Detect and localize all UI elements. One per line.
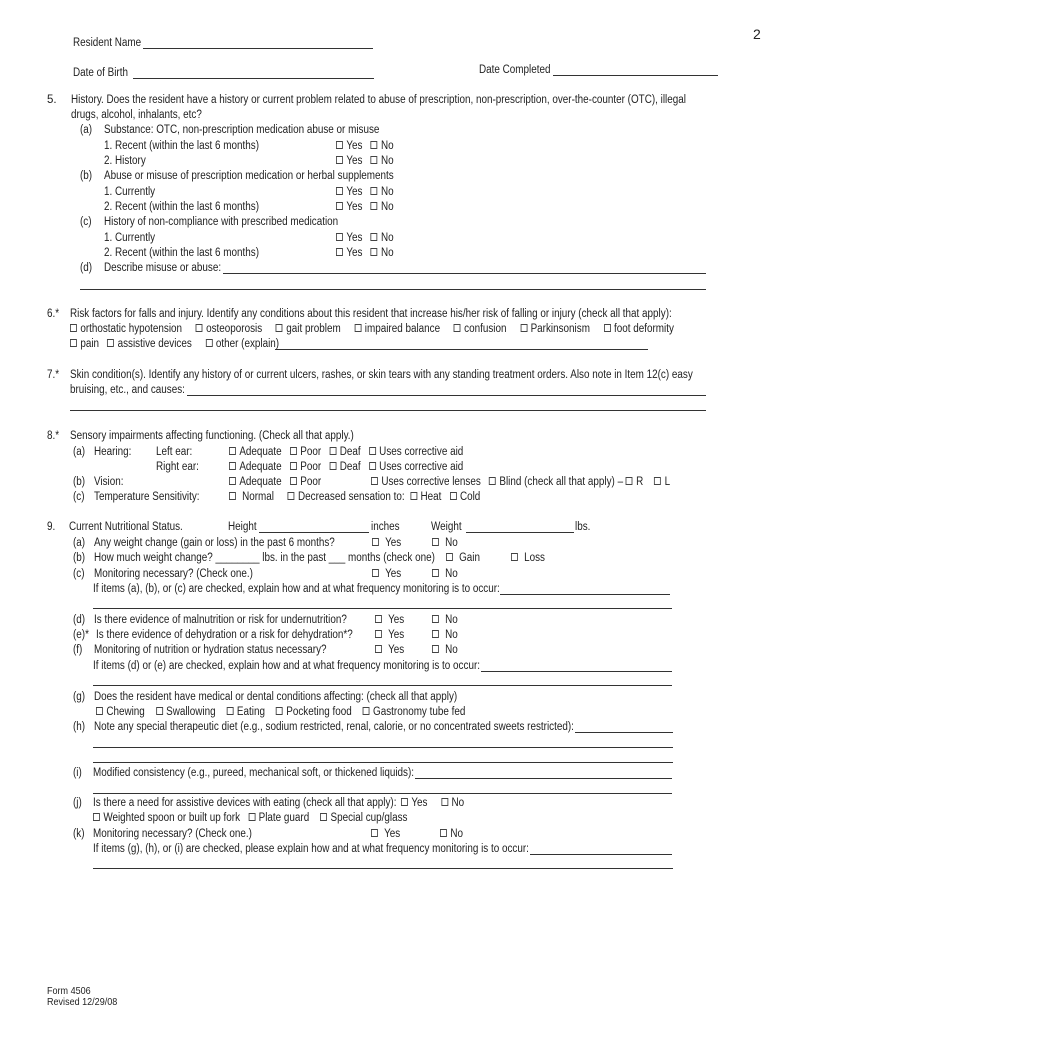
no-checkbox[interactable] [432, 538, 439, 546]
q9k-label: (k) [73, 828, 85, 840]
yes-label: Yes [388, 629, 405, 641]
option-label: Poor [300, 446, 322, 458]
checkbox[interactable] [329, 462, 336, 470]
q8-text: Sensory impairments affecting functioning. (Check all that apply.) [70, 430, 354, 442]
lbs-label: lbs. [575, 521, 591, 533]
q9a-label: (a) [73, 537, 86, 549]
q9i-field[interactable] [415, 778, 672, 779]
q5a-text: Substance: OTC, non-prescription medication abuse or misuse [104, 124, 380, 136]
q5b1-options [336, 186, 403, 198]
q9b-label: (b) [73, 552, 86, 564]
date-completed-field[interactable] [553, 75, 718, 76]
q7-text-cont: bruising, etc., and causes: [70, 384, 185, 396]
q9d-text: Is there evidence of malnutrition or risk for undernutrition? [94, 614, 347, 626]
q9d-label: (d) [73, 614, 86, 626]
q9abc-field[interactable] [500, 594, 670, 595]
q9-number: 9. [47, 521, 56, 533]
q6-number: 6.* [47, 308, 60, 320]
option-label: Adequate [239, 461, 282, 473]
option-label: Uses corrective lenses [381, 476, 481, 488]
checkbox[interactable] [369, 447, 376, 455]
q9b-gain [446, 552, 486, 564]
q9e-label: (e)* [73, 629, 89, 641]
q9-text: Current Nutritional Status. [69, 521, 183, 533]
q5a1-text: 1. Recent (within the last 6 months) [104, 140, 260, 152]
option-label: Pocketing food [286, 706, 352, 718]
q9de-explain: If items (d) or (e) are checked, explain how and at what frequency monitoring is to occur: [93, 660, 480, 672]
q9k-text: Monitoring necessary? (Check one.) [93, 828, 252, 840]
checkbox[interactable] [354, 324, 361, 332]
checkbox[interactable] [290, 462, 297, 470]
no-checkbox[interactable] [441, 798, 448, 806]
q5d-text: Describe misuse or abuse: [104, 262, 222, 274]
option-label: foot deformity [614, 323, 674, 335]
q9de-field[interactable] [481, 671, 672, 672]
option-label: Adequate [239, 446, 282, 458]
q9f-no [432, 644, 462, 656]
date-of-birth-label: Date of Birth [73, 67, 128, 79]
no-checkbox[interactable] [432, 615, 439, 623]
yes-checkbox[interactable] [336, 248, 343, 256]
yes-checkbox[interactable] [336, 233, 343, 241]
q5a-label: (a) [80, 124, 93, 136]
yes-label: Yes [411, 797, 428, 809]
no-label: No [381, 186, 394, 198]
no-checkbox[interactable] [440, 829, 447, 837]
no-label: No [445, 629, 458, 641]
checkbox[interactable] [276, 707, 283, 715]
q9de-field-line2[interactable] [93, 685, 672, 686]
option-label: Decreased sensation to: [298, 491, 405, 503]
no-label: No [450, 828, 463, 840]
checkbox[interactable] [626, 477, 633, 485]
no-label: No [445, 568, 458, 580]
yes-label: Yes [385, 568, 402, 580]
q9b-text: How much weight change? ________ lbs. in the past ___ months (check one) [94, 552, 435, 564]
page-number: 2 [753, 26, 761, 42]
checkbox[interactable] [156, 707, 163, 715]
q9h-text: Note any special therapeutic diet (e.g., sodium restricted, renal, calorie, or no concentrated sweets restricted): [94, 721, 574, 733]
checkbox[interactable] [363, 707, 370, 715]
inches-label: inches [371, 521, 400, 533]
q9j-options [93, 812, 459, 824]
checkbox[interactable] [229, 477, 236, 485]
no-checkbox[interactable] [371, 233, 378, 241]
option-label: Blind (check all that apply) – [499, 476, 624, 488]
checkbox[interactable] [290, 447, 297, 455]
checkbox[interactable] [248, 813, 255, 821]
checkbox[interactable] [369, 462, 376, 470]
no-label: No [381, 155, 394, 167]
q9ghi-field[interactable] [530, 854, 672, 855]
q9g-options [96, 706, 526, 718]
no-label: No [451, 797, 465, 809]
no-checkbox[interactable] [432, 569, 439, 577]
height-field[interactable] [259, 532, 369, 533]
gain-label: Gain [459, 552, 480, 564]
yes-label: Yes [388, 644, 405, 656]
form-number: Form 4506 [47, 985, 91, 997]
weight-label: Weight [431, 521, 462, 533]
q5-text-cont: drugs, alcohol, inhalants, etc? [71, 109, 202, 121]
option-label: Chewing [106, 706, 145, 718]
q9c-text: Monitoring necessary? (Check one.) [94, 568, 253, 580]
checkbox[interactable] [520, 324, 527, 332]
yes-checkbox[interactable] [371, 829, 378, 837]
q9a-yes [372, 537, 406, 549]
q8c-text: Temperature Sensitivity: [94, 491, 200, 503]
checkbox[interactable] [604, 324, 611, 332]
option-label: other (explain) [215, 338, 280, 350]
q9g-text: Does the resident have medical or dental conditions affecting: (check all that apply) [94, 691, 458, 703]
no-label: No [381, 232, 394, 244]
option-label: orthostatic hypotension [80, 323, 183, 335]
q8-number: 8.* [47, 430, 60, 442]
yes-label: Yes [346, 186, 363, 198]
q5a2-options [336, 155, 403, 167]
option-label: Deaf [339, 446, 361, 458]
q8a-text: Hearing: [94, 446, 132, 458]
left-ear-options [229, 446, 501, 458]
q9b-loss [511, 552, 551, 564]
q9g-label: (g) [73, 691, 86, 703]
q9i-field-line2[interactable] [93, 793, 672, 794]
option-label: assistive devices [117, 338, 192, 350]
q9ghi-explain: If items (g), (h), or (i) are checked, please explain how and at what frequency monitoring is to occur: [93, 843, 529, 855]
q9i-label: (i) [73, 767, 82, 779]
q7-number: 7.* [47, 369, 60, 381]
vision-options-2 [371, 476, 719, 488]
no-label: No [381, 140, 394, 152]
option-label: osteoporosis [206, 323, 263, 335]
option-label: gait problem [286, 323, 341, 335]
no-checkbox[interactable] [371, 156, 378, 164]
q9e-text: Is there evidence of dehydration or a risk for dehydration*? [96, 629, 353, 641]
q5b-label: (b) [80, 170, 93, 182]
checkbox[interactable] [229, 447, 236, 455]
option-label: Weighted spoon or built up fork [103, 812, 241, 824]
yes-checkbox[interactable] [372, 538, 379, 546]
q9i-text: Modified consistency (e.g., pureed, mechanical soft, or thickened liquids): [93, 767, 415, 779]
checkbox[interactable] [93, 813, 100, 821]
q5b2-options [336, 201, 403, 213]
no-checkbox[interactable] [371, 187, 378, 195]
q5d-field[interactable] [223, 273, 706, 274]
option-label: Gastronomy tube fed [373, 706, 466, 718]
option-label: Special cup/glass [330, 812, 408, 824]
checkbox[interactable] [229, 462, 236, 470]
yes-label: Yes [384, 828, 401, 840]
option-label: Adequate [239, 476, 282, 488]
q9f-label: (f) [73, 644, 83, 656]
q9k-no [440, 828, 467, 840]
yes-checkbox[interactable] [375, 630, 382, 638]
yes-checkbox[interactable] [375, 615, 382, 623]
q9h-field-line3[interactable] [93, 762, 673, 763]
option-label: Swallowing [166, 706, 216, 718]
checkbox[interactable] [654, 477, 661, 485]
q9c-label: (c) [73, 568, 85, 580]
checkbox[interactable] [96, 707, 103, 715]
q9k-yes [371, 828, 405, 840]
q5c-text: History of non-compliance with prescribed medication [104, 216, 339, 228]
q9j-yes-no [401, 797, 474, 809]
option-label: Poor [300, 476, 322, 488]
resident-name-field[interactable] [143, 48, 373, 49]
q6-text: Risk factors for falls and injury. Identify any conditions about this resident that increase his/her risk of falling or injury (check all that apply): [70, 308, 672, 320]
option-label: Deaf [339, 461, 361, 473]
option-label: Eating [236, 706, 265, 718]
loss-checkbox[interactable] [511, 553, 518, 561]
q5a2-text: 2. History [104, 155, 146, 167]
no-checkbox[interactable] [371, 202, 378, 210]
weight-field[interactable] [466, 532, 574, 533]
q7-field[interactable] [187, 395, 706, 396]
no-checkbox[interactable] [432, 630, 439, 638]
q9h-label: (h) [73, 721, 86, 733]
q8a-label: (a) [73, 446, 86, 458]
option-label: Poor [300, 461, 322, 473]
q9abc-field-line2[interactable] [93, 608, 672, 609]
checkbox[interactable] [276, 324, 283, 332]
option-label: R [636, 476, 644, 488]
right-ear-options [229, 461, 501, 473]
q5c-label: (c) [80, 216, 92, 228]
yes-checkbox[interactable] [336, 141, 343, 149]
q9ghi-field-line2[interactable] [93, 868, 673, 869]
q9f-text: Monitoring of nutrition or hydration status necessary? [94, 644, 327, 656]
q5c1-options [336, 232, 403, 244]
temp-options [229, 491, 521, 503]
yes-label: Yes [385, 537, 402, 549]
date-of-birth-field[interactable] [133, 78, 374, 79]
q8b-text: Vision: [94, 476, 124, 488]
option-label: Normal [242, 491, 274, 503]
checkbox[interactable] [70, 324, 77, 332]
q9d-yes [375, 614, 409, 626]
q5c1-text: 1. Currently [104, 232, 156, 244]
q6-other-field[interactable] [275, 349, 648, 350]
q5a1-options [336, 140, 403, 152]
q9h-field[interactable] [575, 732, 673, 733]
q9h-field-line2[interactable] [93, 747, 673, 748]
q9a-text: Any weight change (gain or loss) in the past 6 months? [94, 537, 335, 549]
q9e-yes [375, 629, 409, 641]
yes-label: Yes [346, 155, 363, 167]
yes-label: Yes [346, 201, 363, 213]
checkbox[interactable] [206, 339, 213, 347]
checkbox[interactable] [410, 492, 417, 500]
checkbox[interactable] [70, 339, 77, 347]
yes-checkbox[interactable] [336, 202, 343, 210]
option-label: Parkinsonism [530, 323, 590, 335]
checkbox[interactable] [227, 707, 234, 715]
q5c2-options [336, 247, 403, 259]
no-label: No [445, 614, 458, 626]
option-label: Heat [420, 491, 442, 503]
no-label: No [445, 537, 458, 549]
yes-label: Yes [346, 140, 363, 152]
no-label: No [381, 201, 394, 213]
option-label: confusion [464, 323, 507, 335]
checkbox[interactable] [454, 324, 461, 332]
q9d-no [432, 614, 462, 626]
loss-label: Loss [524, 552, 545, 564]
q9abc-explain: If items (a), (b), or (c) are checked, explain how and at what frequency monitoring is to occur: [93, 583, 500, 595]
checkbox[interactable] [329, 447, 336, 455]
no-label: No [381, 247, 394, 259]
checkbox[interactable] [489, 477, 496, 485]
revised-date: Revised 12/29/08 [47, 996, 118, 1008]
yes-checkbox[interactable] [372, 569, 379, 577]
option-label: Cold [459, 491, 481, 503]
yes-checkbox[interactable] [375, 645, 382, 653]
yes-label: Yes [388, 614, 405, 626]
q5d-field-line2[interactable] [80, 289, 706, 290]
vision-options [229, 476, 336, 488]
yes-checkbox[interactable] [336, 187, 343, 195]
checkbox[interactable] [450, 492, 457, 500]
q7-field-line2[interactable] [70, 410, 706, 411]
left-ear-label: Left ear: [156, 446, 193, 458]
q9f-yes [375, 644, 409, 656]
q9e-no [432, 629, 462, 641]
q5-number: 5. [47, 94, 57, 106]
yes-label: Yes [346, 232, 363, 244]
q9j-text: Is there a need for assistive devices with eating (check all that apply): [93, 797, 397, 809]
q5b2-text: 2. Recent (within the last 6 months) [104, 201, 260, 213]
option-label: pain [80, 338, 100, 350]
q9c-yes [372, 568, 406, 580]
q9a-no [432, 537, 462, 549]
q5d-label: (d) [80, 262, 93, 274]
no-checkbox[interactable] [371, 248, 378, 256]
option-label: Uses corrective aid [379, 461, 464, 473]
no-checkbox[interactable] [371, 141, 378, 149]
right-ear-label: Right ear: [156, 461, 199, 473]
yes-label: Yes [346, 247, 363, 259]
option-label: L [664, 476, 671, 488]
q5b-text: Abuse or misuse of prescription medication or herbal supplements [104, 170, 394, 182]
yes-checkbox[interactable] [401, 798, 408, 806]
q5-text: History. Does the resident have a history or current problem related to abuse of prescription, non-prescription, over-the-counter (OTC), illegal [71, 94, 686, 106]
q5c2-text: 2. Recent (within the last 6 months) [104, 247, 260, 259]
q5b1-text: 1. Currently [104, 186, 156, 198]
q8c-label: (c) [73, 491, 85, 503]
q7-text: Skin condition(s). Identify any history of or current ulcers, rashes, or skin tears with any standing treatment orders. Also note in Item 12(c) easy [70, 369, 693, 381]
checkbox[interactable] [196, 324, 203, 332]
q8b-label: (b) [73, 476, 86, 488]
q9j-label: (j) [73, 797, 82, 809]
resident-name-label: Resident Name [73, 37, 142, 49]
q6-options-row1 [70, 323, 772, 335]
option-label: impaired balance [364, 323, 441, 335]
height-label: Height [228, 521, 257, 533]
checkbox[interactable] [320, 813, 327, 821]
option-label: Uses corrective aid [379, 446, 464, 458]
checkbox[interactable] [229, 492, 236, 500]
checkbox[interactable] [288, 492, 295, 500]
no-checkbox[interactable] [432, 645, 439, 653]
q9c-no [432, 568, 462, 580]
yes-checkbox[interactable] [336, 156, 343, 164]
option-label: Plate guard [258, 812, 310, 824]
checkbox[interactable] [107, 339, 114, 347]
checkbox[interactable] [290, 477, 297, 485]
gain-checkbox[interactable] [446, 553, 453, 561]
checkbox[interactable] [371, 477, 378, 485]
date-completed-label: Date Completed [479, 64, 551, 76]
no-label: No [445, 644, 458, 656]
